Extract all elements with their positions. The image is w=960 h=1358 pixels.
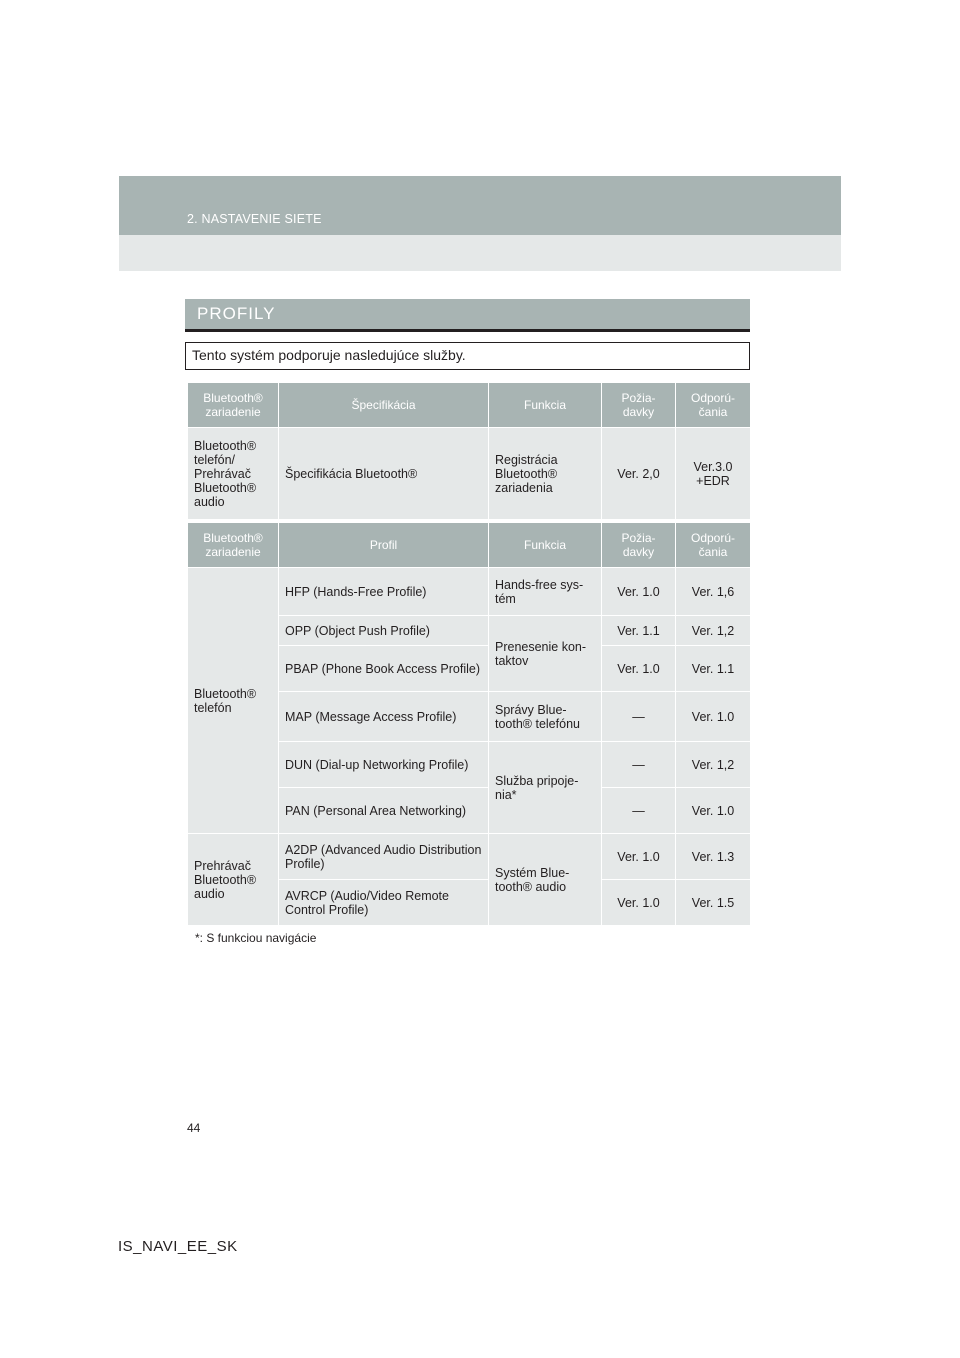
profile-cell: AVRCP (Audio/Video Remote Control Profile) [279, 880, 489, 926]
profile-cell: DUN (Dial-up Networking Profile) [279, 742, 489, 788]
rec-cell: Ver. 1,6 [676, 568, 751, 616]
document-code: IS_NAVI_EE_SK [118, 1238, 238, 1255]
header-function: Funkcia [489, 383, 602, 428]
header-device: Bluetooth® zariadenie [188, 383, 279, 428]
profile-cell: HFP (Hands-Free Profile) [279, 568, 489, 616]
intro-box [185, 342, 750, 370]
table-row [188, 568, 751, 616]
req-cell: Ver. 1.0 [602, 880, 676, 926]
rec-cell: Ver. 1.5 [676, 880, 751, 926]
header-band [119, 176, 841, 271]
function-cell: Správy Blue- tooth® telefónu [489, 692, 602, 742]
req-cell: — [602, 788, 676, 834]
table-row [188, 834, 751, 880]
req-cell: — [602, 742, 676, 788]
function-cell: Systém Blue- tooth® audio [489, 834, 602, 926]
profile-table [187, 522, 751, 926]
spec-table [187, 382, 751, 520]
table-header-row [188, 383, 751, 428]
profile-cell: PAN (Personal Area Networking) [279, 788, 489, 834]
function-cell: Služba pripoje- nia* [489, 742, 602, 834]
device-cell: Bluetooth® telefón/ Prehrávač Bluetooth® audio [188, 428, 279, 520]
profiles-title: PROFILY [197, 304, 276, 323]
header-recommendations: Odporú- čania [676, 523, 751, 568]
header-profile: Profil [279, 523, 489, 568]
header-recommendations: Odporú- čania [676, 383, 751, 428]
req-cell: Ver. 1.0 [602, 834, 676, 880]
req-cell: Ver. 1.1 [602, 616, 676, 646]
spec-cell: Špecifikácia Bluetooth® [279, 428, 489, 520]
rec-cell: Ver. 1.1 [676, 646, 751, 692]
rec-cell: Ver. 1.0 [676, 692, 751, 742]
header-device: Bluetooth® zariadenie [188, 523, 279, 568]
header-requirements: Požia- davky [602, 383, 676, 428]
profile-cell: PBAP (Phone Book Access Profile) [279, 646, 489, 692]
group-phone: Bluetooth® telefón [188, 568, 279, 834]
profiles-heading [185, 299, 750, 332]
header-spec: Špecifikácia [279, 383, 489, 428]
table-header-row [188, 523, 751, 568]
rec-cell: Ver. 1.0 [676, 788, 751, 834]
function-cell: Prenesenie kon- taktov [489, 616, 602, 692]
req-cell: Ver. 2,0 [602, 428, 676, 520]
footnote: *: S funkciou navigácie [195, 931, 317, 945]
rec-cell: Ver.3.0 +EDR [676, 428, 751, 520]
function-cell: Registrácia Bluetooth® zariadenia [489, 428, 602, 520]
table-row [188, 428, 751, 520]
profile-cell: A2DP (Advanced Audio Distribution Profile) [279, 834, 489, 880]
intro-text: Tento systém podporuje nasledujúce služby. [192, 347, 466, 363]
rec-cell: Ver. 1.3 [676, 834, 751, 880]
function-cell: Hands-free sys- tém [489, 568, 602, 616]
req-cell: — [602, 692, 676, 742]
profile-cell: MAP (Message Access Profile) [279, 692, 489, 742]
page-number: 44 [187, 1121, 201, 1135]
req-cell: Ver. 1.0 [602, 646, 676, 692]
rec-cell: Ver. 1,2 [676, 742, 751, 788]
header-bar [119, 176, 841, 235]
header-requirements: Požia- davky [602, 523, 676, 568]
header-function: Funkcia [489, 523, 602, 568]
section-title: 2. NASTAVENIE SIETE [187, 212, 322, 226]
rec-cell: Ver. 1,2 [676, 616, 751, 646]
req-cell: Ver. 1.0 [602, 568, 676, 616]
profile-cell: OPP (Object Push Profile) [279, 616, 489, 646]
group-audio: Prehrávač Bluetooth® audio [188, 834, 279, 926]
